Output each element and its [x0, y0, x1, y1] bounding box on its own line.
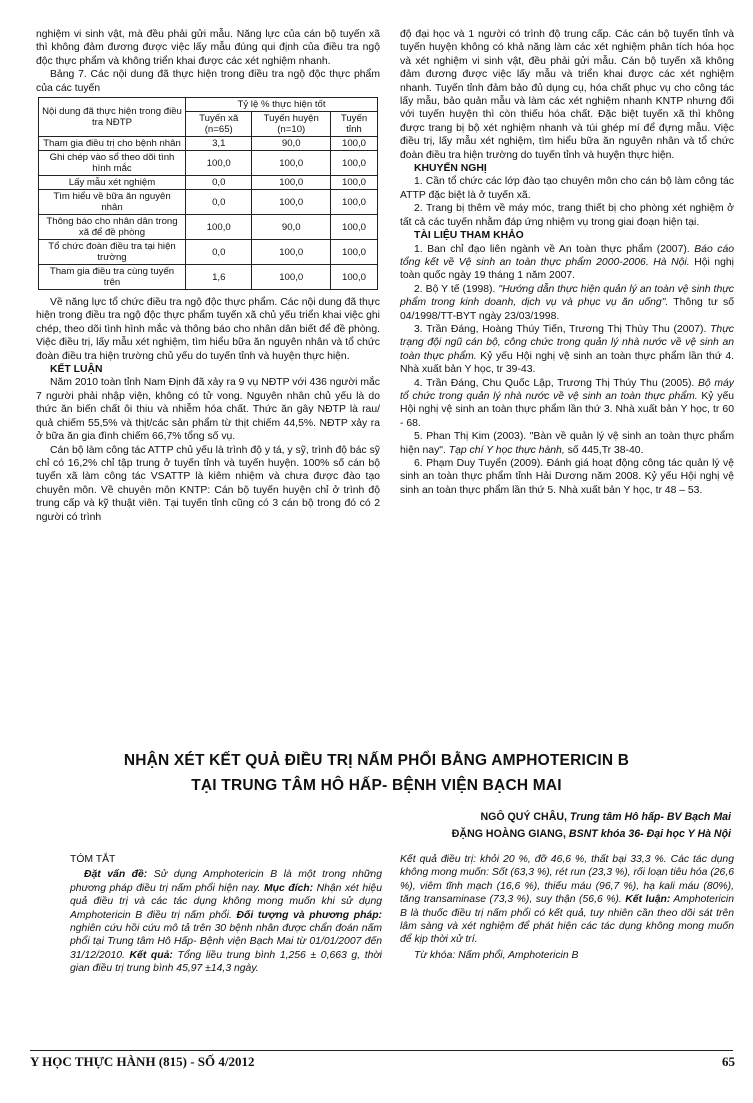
abstract-right: [400, 853, 734, 962]
journal-footer: Y HỌC THỰC HÀNH (815) - SỐ 4/2012: [30, 1054, 255, 1069]
right-column: [400, 28, 734, 497]
author-name: NGÔ QUÝ CHÂU,: [480, 811, 567, 823]
recommendation-item: 2. Trang bị thêm về máy móc, trang thiết bị cho phòng xét nghiệm ở tất cả các tuyến nhằm đáp ứng nhiệm vụ trong giai đoạn hiện tại.: [400, 203, 734, 228]
table-header-tinh: Tuyến tỉnh: [331, 112, 378, 137]
table-cell: Ghi chép vào sổ theo dõi tình hình mắc: [39, 151, 186, 176]
author-affiliation: Trung tâm Hô hấp- BV Bạch Mai: [566, 811, 731, 823]
table-cell: 100,0: [252, 190, 331, 215]
table-header-huyen: Tuyến huyện (n=10): [252, 112, 331, 137]
reference-item: [400, 430, 734, 457]
author-name: ĐẶNG HOÀNG GIANG,: [451, 828, 566, 840]
ref-title: Báo cáo tổng kết về Vệ sinh an toàn thực phẩm 2000-2006. Hà Nội.: [400, 243, 735, 268]
table-cell: 1,6: [186, 265, 252, 290]
ref-text: Kỷ yếu Hội nghị vệ sinh an toàn thực phẩm lần thứ 3. Nhà xuất bản Y học, tr 60 - 68.: [400, 390, 734, 429]
table-cell: 0,0: [186, 190, 252, 215]
abstract-text: Nhận xét hiệu quả điều trị và các tác dụng không mong muốn khi sử dụng Amphotericin B điều trị nấm phổi.: [70, 882, 382, 921]
reference-item: [400, 457, 734, 497]
ref-title: "Hướng dẫn thực hiện quản lý an toàn vệ sinh thực phẩm trong kinh doanh, dịch vụ và phục vụ ăn uống".: [400, 283, 735, 309]
keywords: Từ khóa: Nấm phổi, Amphotericin B: [414, 949, 579, 961]
paragraph: Về năng lực tổ chức điều tra ngộ độc thực phẩm. Các nội dung đã thực hiện trong điều tra ngộ độc thực phẩm tuyến xã chủ yếu triển khai việc ghi chép, theo dõi tình hình mắc và thông báo cho nhân dân biết để đề phòng. Việc điều trị, lấy mẫu xét nghiệm, tìm hiểu bữa ăn nguyên nhân và tổ chức đoàn điều tra hiện trường chủ yếu do tuyến tỉnh và huyện thực hiện.: [36, 297, 380, 362]
ref-text: 6. Phạm Duy Tuyển (2009). Đánh giá hoạt động công tác quản lý vệ sinh an toàn thực phẩm tỉnh Hải Dương năm 2008. Kỷ yếu Hội nghị vệ sinh an toàn thực phẩm lần thứ 5. Nhà xuất bản Y học, tr 48 – 53.: [400, 458, 734, 496]
table-cell: 3,1: [186, 137, 252, 151]
author-affiliations: [452, 809, 731, 843]
paragraph: Năm 2010 toàn tỉnh Nam Định đã xảy ra 9 vụ NĐTP với 436 người mắc 7 người phải nhập viện, không có tử vong. Nguyên nhân chủ yếu là do thức ăn biến chất ôi thiu và nhiễm hóa chất. Thức ăn gây NĐTP là rau/ quả chiếm 55,5% và thịt/các sản phẩm từ thịt chiếm 44,5%. NĐTP xảy ra ở bữa ăn gia đình chiếm 66,7% tổng số vụ.: [36, 377, 380, 443]
table-cell: 100,0: [186, 151, 252, 176]
abstract-label: Đặt vấn đề:: [84, 869, 148, 881]
table-cell: Tổ chức đoàn điều tra tại hiện trường: [39, 240, 186, 265]
table-cell: 100,0: [252, 240, 331, 265]
ref-text: Hội nghị toàn quốc ngày 19 tháng 1 năm 2007.: [400, 256, 734, 282]
page-number: 65: [722, 1054, 735, 1069]
author-1: [452, 809, 731, 826]
reference-item: [400, 377, 734, 431]
abstract-label: Kết luận:: [625, 894, 671, 906]
footer-rule: [30, 1050, 733, 1051]
table-row: [39, 190, 378, 215]
table-header-content: Nội dung đã thực hiện trong điều tra NĐTP: [39, 98, 186, 137]
table-row: [39, 265, 378, 290]
ref-text: 4. Trần Đáng, Chu Quốc Lập, Trương Thị Thúy Thu (2005).: [414, 377, 698, 389]
left-column: [36, 28, 380, 524]
table-cell: 100,0: [186, 215, 252, 240]
table-row: [39, 151, 378, 176]
ref-text: 1. Ban chỉ đạo liên ngành về An toàn thực phẩm (2007).: [414, 243, 695, 255]
table-cell: 100,0: [331, 137, 378, 151]
abstract-text: Amphotericin B là thuốc điều trị nấm phổi có kết quả, tuy nhiên cần theo dõi sát trên lâm sàng và xét nghiệm để phát hiện các tác dụng không mong muốn để kịp thời xử trí.: [400, 894, 734, 946]
author-affiliation: BSNT khóa 36- Đại học Y Hà Nội: [565, 828, 731, 840]
table-cell: 0,0: [186, 240, 252, 265]
table-cell: 90,0: [252, 215, 331, 240]
paragraph: Cán bộ làm công tác ATTP chủ yếu là trình độ y tá, y sỹ, trình độ bác sỹ chỉ có 16,2% chỉ tập trung ở tuyến tỉnh và tuyến huyện. 100% số cán bộ tuyến xã làm công tác VSATTP là kiêm nhiệm và chưa được đào tạo chuyên môn. Về chuyên môn KNTP: Cán bộ tuyến huyện chỉ ở trình độ trung cấp và kỹ thuật viên. Tại tuyến tỉnh cũng có 3 cán bộ trong đó có 2 người có trình: [36, 444, 380, 523]
abstract-paragraph: [70, 868, 382, 975]
ref-title: Tạp chí Y học thực hành,: [448, 444, 565, 456]
table-cell: Thông báo cho nhân dân trong xã để đề phòng: [39, 215, 186, 240]
ref-text: Thông tư số 04/1998/TT-BYT ngày 23/03/1998.: [400, 297, 734, 322]
recommendation-item: 1. Cần tổ chức các lớp đào tạo chuyên môn cho cán bộ làm công tác ATTP đặc biệt là ở tuyến xã.: [400, 176, 734, 201]
abstract-text: nghiên cứu hồi cứu mô tả trên 30 bệnh nhân được chẩn đoán nấm phổi tại Trung tâm Hô Hấp- Bệnh viện Bạch Mai từ 01/01/2007 đến 31/12/2010.: [70, 923, 382, 961]
table-cell: 100,0: [331, 190, 378, 215]
table-7: [38, 97, 378, 290]
table-cell: 90,0: [252, 137, 331, 151]
table-cell: 100,0: [252, 265, 331, 290]
ref-text: 5. Phan Thị Kim (2003). "Bàn về quản lý vệ sinh an toàn thực phẩm hiện nay".: [400, 431, 734, 456]
section-heading: KHUYẾN NGHỊ: [414, 163, 487, 175]
reference-item: [400, 323, 734, 377]
abstract-text: Sử dụng Amphotericin B là một trong những phương pháp điều trị nấm phổi hiện nay.: [70, 869, 382, 894]
abstract-left: [70, 853, 382, 976]
table-cell: Tìm hiểu về bữa ăn nguyên nhân: [39, 190, 186, 215]
ref-text: 3. Trần Đáng, Hoàng Thúy Tiến, Trương Thị Thùy Thu (2007).: [414, 323, 711, 335]
table-cell: 100,0: [331, 176, 378, 190]
table-row: [39, 176, 378, 190]
abstract-text: Tổng liều trung bình 1,256 ± 0,663 g, thời gian điều trị trung bình 45,97 ±14,3 ngày.: [70, 949, 382, 975]
table-cell: 100,0: [252, 176, 331, 190]
table-row: [39, 215, 378, 240]
abstract-heading: TÓM TẮT: [70, 854, 116, 865]
table-cell: 100,0: [252, 151, 331, 176]
paragraph: nghiệm vi sinh vật, mà đều phải gửi mẫu. Năng lực của cán bộ tuyến xã thì không đảm đương được việc lấy mẫu đúng qui định của điều tra ngộ độc thực phẩm và không triển khai được các xét nghiệm nhanh.: [36, 29, 380, 67]
ref-text: Kỷ yếu Hội nghị vệ sinh an toàn thực phẩm lần thứ 4. Nhà xuất bản Y học, tr 39-43.: [400, 350, 735, 376]
table-cell: Lấy mẫu xét nghiệm: [39, 176, 186, 190]
article-title-line-1: NHẬN XÉT KẾT QUẢ ĐIỀU TRỊ NẤM PHỔI BẰNG AMPHOTERICIN B: [123, 752, 630, 769]
abstract-label: Kết quả:: [129, 949, 173, 961]
table-row: [39, 240, 378, 265]
reference-item: [400, 243, 734, 283]
table-cell: Tham gia điều tra cùng tuyến trên: [39, 265, 186, 290]
abstract-paragraph: [400, 853, 734, 947]
section-heading: TÀI LIỆU THAM KHẢO: [414, 230, 524, 242]
table-cell: Tham gia điều trị cho bệnh nhân: [39, 137, 186, 151]
table-cell: 100,0: [331, 265, 378, 290]
author-2: [452, 826, 731, 843]
table-header-group: Tỷ lệ % thực hiện tốt: [186, 98, 378, 112]
abstract-label: Mục đích:: [263, 882, 314, 894]
ref-text: số 445,Tr 38-40.: [564, 444, 644, 456]
ref-title: Thực trạng đội ngũ cán bộ, công chức trong quản lý nhà nước về vệ sinh an toàn thực phẩm.: [400, 323, 734, 362]
reference-item: [400, 283, 734, 323]
table-header-xa: Tuyến xã (n=65): [186, 112, 252, 137]
paragraph: độ đại học và 1 người có trình độ trung cấp. Các cán bộ tuyến tỉnh và tuyến huyện không có khả năng làm các xét nghiệm phân tích hóa học và xét nghiệm vi sinh vật, đều phải gửi mẫu. Cán bộ tuyến xã không đảm đương được việc lấy mẫu và triển khai được các xét nghiệm nhanh. Tuyến tỉnh đảm bảo đủ dụng cụ, hóa chất phục vụ cho công tác lấy mẫu, bảo quản mẫu và làm các xét nghiệm nhanh KNTP nhưng đối với tuyến huyện thì còn thiếu hóa chất. Đặc biệt tuyến xã thì không được trang bị bộ xét nghiệm nhanh và túi ghép mí để đựng mẫu. Việc điều trị, lấy mẫu xét nghiệm, tìm hiểu bữa ăn nguyên nhân và tổ chức đoàn điều tra hiện trường do tuyến tỉnh và huyện thực hiện.: [400, 29, 734, 161]
table-caption: Bảng 7. Các nội dung đã thực hiện trong điều tra ngộ độc thực phẩm của các tuyến: [36, 69, 380, 94]
section-heading: KẾT LUẬN: [50, 364, 103, 376]
table-cell: 100,0: [331, 215, 378, 240]
table-cell: 100,0: [331, 151, 378, 176]
table-cell: 0,0: [186, 176, 252, 190]
ref-title: Bộ máy tổ chức trong quản lý nhà nước về vệ sinh an toàn thực phẩm.: [400, 377, 734, 402]
table-row: [39, 137, 378, 151]
table-cell: 100,0: [331, 240, 378, 265]
abstract-text: Kết quả điều trị: khỏi 20 %, đỡ 46,6 %, thất bại 33,3 %. Các tác dụng không mong muốn: Sốt (63,3 %), rét run (23,3 %), rối loạn tiêu hóa (26,6 %), viêm tĩnh mạch (16,6 %), thiếu máu (96,7 %), hạ kali máu (80%), tăng transaminase (73,3 %), suy thận (56,6 %).: [400, 854, 734, 906]
article-title-line-2: TẠI TRUNG TÂM HÔ HẤP- BỆNH VIỆN BẠCH MAI: [191, 777, 562, 794]
abstract-label: Đối tượng và phương pháp:: [236, 909, 383, 921]
ref-text: 2. Bộ Y tế (1998).: [414, 283, 499, 295]
